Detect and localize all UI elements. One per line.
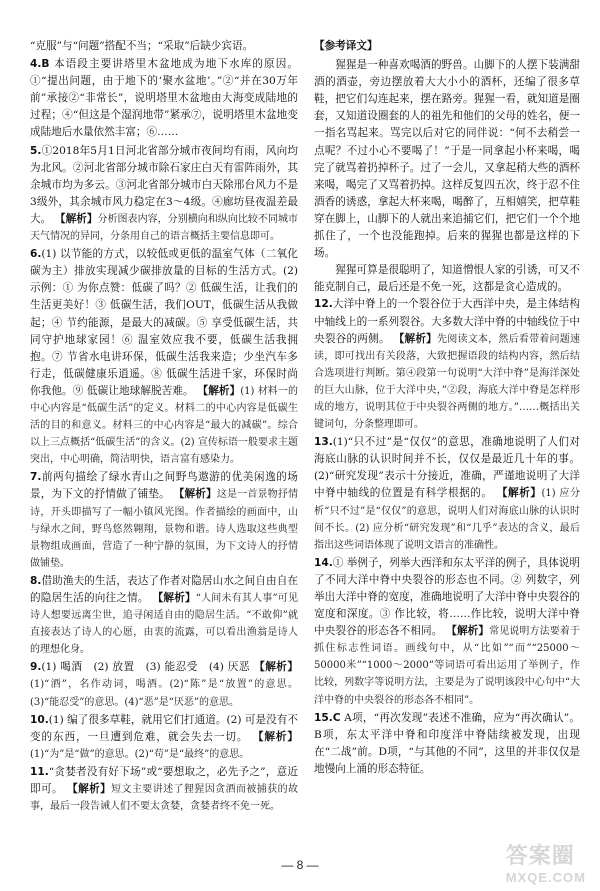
reference-translation-title: 【参考译文】 [314, 40, 378, 52]
answer-text: 前两句描绘了绿水青山之间野鸟遨游的优美闲逸的场景，为下文的抒情做了铺垫。 [30, 471, 298, 501]
analysis-tag: 【解析】 [63, 783, 112, 796]
analysis-text: 这是一首景物抒情诗，开头即描写了一幅小镇风光图。作者描绘的画面中，山与绿水之间，野鸟悠然翱翔，景物和谐。诗人选取这些典型景物组成画面，营造了一种宁静的氛围，为下文诗人的抒情做铺垫。 [30, 489, 298, 569]
answer-item [30, 764, 298, 815]
answer-item [30, 56, 298, 141]
analysis-tag: 【解析】 [249, 661, 298, 674]
continued-text: “克服”与“问题”搭配不当；“采取”后缺少宾语。 [30, 40, 254, 52]
watermark-logo [506, 839, 586, 885]
analysis-tag: 【解析】 [442, 625, 490, 638]
answer-item [314, 434, 580, 554]
watermark-text: 答案圈 [505, 843, 575, 868]
answer-item [30, 469, 298, 572]
answer-item [314, 296, 580, 433]
left-question-list [30, 56, 298, 815]
question-number: 11. [30, 765, 49, 778]
question-number: 10. [30, 713, 49, 726]
answer-item [30, 573, 298, 658]
analysis-tag: 【解析】 [389, 332, 437, 345]
answer-item [30, 143, 298, 246]
answer-text: 本语段主要讲塔里木盆地成为地下水库的原因。①“提出问题，由于地下的‘聚水盆地’。”②“并在30万年前”承接②“非常长”，说明塔里木盆地由大海变成陆地的过程；④“但这是个湿润地带”紧承⑦，说明塔里木盆地变成陆地后水量依然丰富；⑥…… [30, 58, 298, 139]
translation-paragraph: 猩猩可算是很聪明了，知道憎恨人家的引诱，可又不能克制自己，最后还是不免一死，这都是贪心造成的。 [314, 264, 580, 294]
question-number: 12. [314, 298, 333, 311]
answer-text: (1) 编了很多草鞋，就用它们打通道。(2) 可是没有不变的东西，一旦遭到危难，就会失去一切。 [30, 713, 298, 743]
question-number: 7. [30, 471, 42, 484]
answer-text: 大洋中脊上的一个裂谷位于大西洋中央，是主体结构中轴线上的一系列裂谷。大多数大洋中脊的中轴线位于中央裂谷的两侧。 [314, 298, 580, 345]
answer-text: ① 举例子，列举大西洋和东太平洋的例子，具体说明了不同大洋中脊中央裂谷的形态也不同。② 列数字，列举出大洋中脊的宽度，准确地说明了大洋中脊中央裂谷的宽度和深度。③ 作比较，将……作比较，说明大洋中脊中央裂谷的形态各不相同。 [314, 556, 580, 638]
analysis-tag: 【解析】 [51, 212, 98, 225]
analysis-text: (1) 应分析“只不过”是“仅仅”的意思，说明人们对海底山脉的认识时间不长。(2) 应分析“研究发现”和“几乎”表达的含义，最后指出这些词语体现了说明文语言的准确性。 [314, 488, 580, 551]
analysis-text: 分析图表内容，分别横向和纵向比较不同城市天气情况的异同，分条用自己的语言概括主要信息即可。 [30, 213, 299, 243]
analysis-tag: 【解析】 [248, 730, 298, 743]
answer-text: 借助渔夫的生活，表达了作者对隐居山水之间自由自在的隐居生活的向往之情。 [30, 574, 298, 604]
question-number: 9. [30, 661, 42, 674]
answer-text: A项，“再次发现”表述不准确，应为“再次确认”。B项，东太平洋中脊和印度洋中脊陆续被发现，出现在“二战”前。D项，“与其他的不同”，这里的并非仅仅是地慢向上涌的形态特征。 [314, 711, 581, 775]
analysis-text: “人间未有其人事”可见诗人想要远离尘世，追寻闲适自由的隐居生活。“不敢仰”就直接表达了诗人的心愿，由衷的流露，可以看出渔翁是诗人的理想化身。 [30, 593, 298, 656]
analysis-text: (1) 材料一的中心内容是“低碳生活”的定义。材料二的中心内容是低碳生活的目的和意义。材料三的中心内容是“最大的减碳”。综合以上三点概括“低碳生活”的含义。(2) 宣传标语一般要求主题突出，中心明确，简洁明快，语言富有感染力。 [30, 385, 298, 466]
answer-item [30, 712, 298, 763]
analysis-tag: 【解析】 [169, 488, 217, 501]
analysis-tag: 【解析】 [492, 487, 542, 500]
question-number: 14. [314, 556, 333, 569]
question-number: 6. [30, 248, 42, 261]
answer-item [30, 659, 298, 710]
answer-text: (1) 喝酒 (2) 放置 (3) 能忍受 (4) 厌恶 [41, 661, 250, 674]
question-number: 13. [314, 436, 333, 449]
analysis-tag: 【解析】 [193, 384, 241, 397]
question-number: 8. [30, 574, 42, 587]
answer-text: (1) 以节能的方式，以较低或更低的温室气体（二氧化碳为主）排放实现减少碳排放量的目标的生活方式。(2) 示例：① 为你点赞：低碳了吗？② 低碳生活，让我们的生活更美好！③ 低碳生活，我们OUT，低碳生活从我做起；④ 节约能源，是最大的减碳。⑤ 享受低碳生活，共同守护地球家园！⑥ 温室效应我不要，低碳生活我拥抱。⑦ 节省水电讲环保，低碳生活我来造；少坐汽车多行走，低碳健康乐逍遥。⑧ 低碳生活进千家，环保时尚你我他。⑨ 低碳让地球解脱苦难。 [30, 248, 298, 397]
watermark-url: MXQE.COM [505, 870, 586, 885]
answer-item [30, 246, 298, 468]
analysis-text: (1)“酒”，名作动词，喝酒。(2)“陈”是“放置”的意思。(3)“能忍受”的意思。(4)“恶”是“厌恶”的意思。 [30, 679, 298, 708]
analysis-text: 先阅读文本，然后看带着问题速读，即可找出有关段落，大致把握语段的结构内容，然后结合选项进行判断。第④段第一句说明“大洋中脊”是海洋深处的巨大山脉，位于大洋中央，”②段，海底大洋中脊是怎样形成的地方，说明其位于中央裂谷两侧的地方。”……概括出关键词句，分条整理即可。 [314, 333, 580, 431]
page-number: — 8 — [281, 858, 319, 872]
question-number: 5. [30, 144, 42, 157]
right-column [314, 38, 580, 779]
answer-choice: C [332, 711, 341, 724]
answer-text: (1)“只不过”是“仅仅”的意思，准确地说明了人们对海底山脉的认识时间并不长，仅仅是最近几十年的事。(2)“研究发现”表示十分接近，准确，严谨地说明了大洋中脊中轴线的位置是有科学根据的。 [314, 436, 580, 500]
answer-item [314, 710, 580, 778]
analysis-text: (1)“为”是“做”的意思。(2)“苟”是“最终”的意思。 [30, 748, 250, 760]
answer-text: ①2018年5月1日河北省部分城市夜间均有雨，风向均为北风。②河北省部分城市除石家庄白天有雷阵雨外，其余城市均为多云。③河北省部分城市白天除邢台风力不是3级外，其余城市风力稳定在3～4级。④廊坊昼夜温差最大。 [30, 144, 298, 225]
answer-text: “贪婪者没有好下场”或“要想取之，必先予之”，意近即可。 [30, 765, 298, 796]
answer-choice: B [41, 58, 50, 71]
translation-paragraph: 猩猩是一种喜欢喝酒的野兽。山脚下的人摆下装满甜酒的酒壶，旁边摆放着大大小小的酒杯，还编了很多草鞋，把它们勾连起来，摆在路旁。猩猩一看，就知道是圈套，又知道设圈套的人的祖先和他们的父母的姓名，便一一指名骂起来。骂完以后对它的同伴说：“何不去稍尝一点呢？不过小心不要喝了！”于是一同拿起小杯来喝，喝完了就骂着扔掉杯子。过了一会儿，又拿起稍大些的酒杯来喝，喝完了又骂着扔掉。这样反复四五次，终于忍不住酒香的诱惑，拿起大杯来喝，喝醉了，互相嬉笑，把草鞋穿在脚上，山脚下的人就出来追捕它们，把它们一个个地抓住了，一个也没能跑掉。后来的猩猩也都是这样的下场。 [314, 59, 580, 260]
question-number: 4. [30, 58, 42, 71]
right-question-list [314, 296, 580, 778]
analysis-tag: 【解析】 [148, 592, 196, 604]
question-number: 15. [314, 711, 333, 724]
analysis-text: 常见说明方法要着于抓住标志性词语。画线句中，从“比如”“而”“25000～50000米”“1000～2000”等词语可看出运用了举例子，作比较，列数字等说明方法，主要是为了说明该段中心句中“大洋中脊的中央裂谷的形态各不相同”。 [314, 626, 580, 706]
left-column [30, 38, 298, 816]
analysis-text: 短文主要讲述了狸猩因贪酒而被捕获的故事，最后一段告诫人们不要太贪婪，贪婪者终不免一死。 [30, 784, 298, 813]
answer-item [314, 555, 580, 709]
